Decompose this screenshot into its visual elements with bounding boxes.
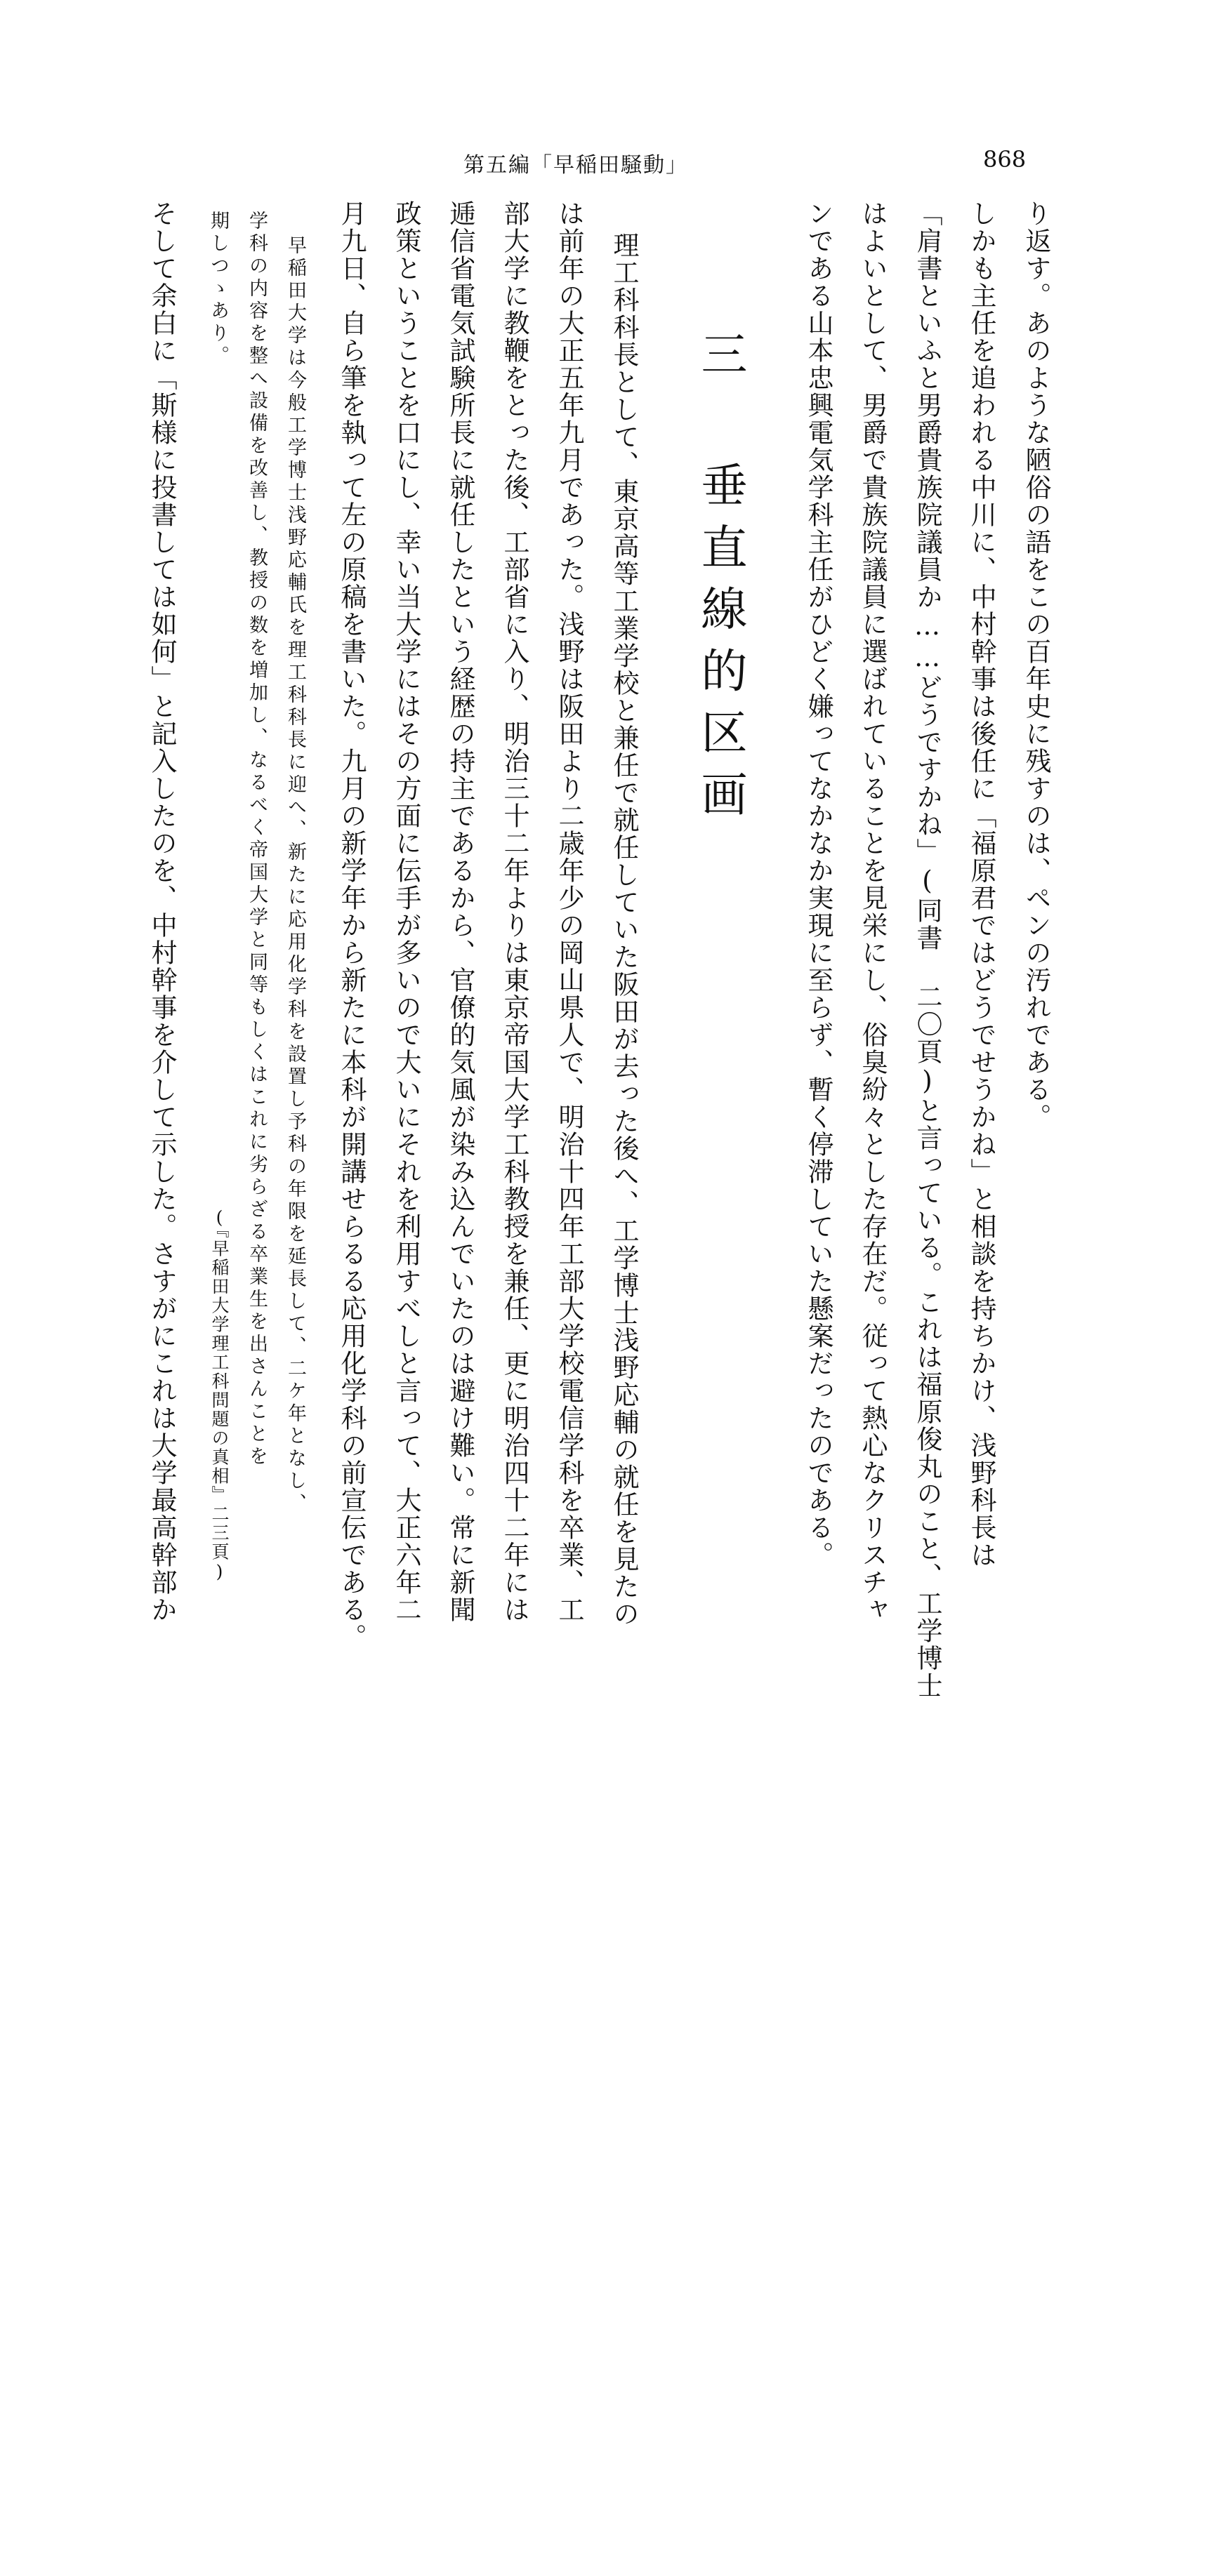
text-column: り返す。あのような陋俗の語をこの百年史に残すのは、ペンの汚れである。 (1021, 200, 1051, 1131)
quote-column: 早稲田大学は今般工学博士浅野応輔氏を理工科科長に迎へ、新たに応用化学科を設置し予科の年限を延長して、二ケ年となし、 (284, 235, 306, 1515)
text-column: はよいとして、男爵で貴族院議員に選ばれていることを見栄にし、俗臭紛々とした存在だ。従って熱心なクリスチャ (857, 200, 888, 1624)
text-column: ンである山本忠興電気学科主任がひどく嫌ってなかなか実現に至らず、暫く停滞していた懸案だったのである。 (803, 200, 833, 1569)
running-title: 第五編「早稲田騒動」 (463, 153, 688, 178)
text-column: しかも主任を追われる中川に、中村幹事は後任に「福原君ではどうでせうかね」と相談を持ちかけ、浅野科長は (966, 200, 996, 1569)
text-column: 理工科科長として、東京高等工業学校と兼任で就任していた阪田が去った後へ、工学博士浅野応輔の就任を見たの (609, 232, 639, 1628)
page-number: 868 (983, 146, 1027, 173)
text-column: そして余白に「斯様に投書しては如何」と記入したのを、中村幹事を介して示した。さすがにこれは大学最高幹部か (147, 200, 177, 1624)
text-column: 「肩書といふと男爵貴族院議員か……どうですかね」(同書 二〇頁)と言っている。これは福原俊丸のこと、工学博士 (912, 200, 942, 1699)
text-column: 月九日、自ら筆を執って左の原稿を書いた。九月の新学年から新たに本科が開講せらるる応用化学科の前宣伝である。 (336, 200, 367, 1651)
text-column: 逓信省電気試験所長に就任したという経歴の持主であるから、官僚的気風が染み込んでいたのは避け難い。常に新聞 (445, 200, 475, 1624)
section-title: 三 垂直線的区画 (693, 330, 747, 832)
text-column: は前年の大正五年九月であった。浅野は阪田より二歳年少の岡山県人で、明治十四年工部大学校電信学科を卒業、工 (554, 200, 584, 1624)
quote-column: 学科の内容を整へ設備を改善し、教授の数を増加し、なるべく帝国大学と同等もしくはこれに劣らざる卒業生を出さんことを (246, 211, 268, 1468)
text-column: 部大学に教鞭をとった後、工部省に入り、明治三十二年よりは東京帝国大学工科教授を兼任、更に明治四十二年には (499, 200, 529, 1624)
text-column: 政策ということを口にし、幸い当大学にはその方面に伝手が多いので大いにそれを利用すべしと言って、大正六年二 (391, 200, 421, 1624)
quote-column: 期しつゝあり。 (207, 211, 229, 368)
citation: (『早稲田大学理工科問題の真相』二三頁) (209, 1207, 230, 1584)
